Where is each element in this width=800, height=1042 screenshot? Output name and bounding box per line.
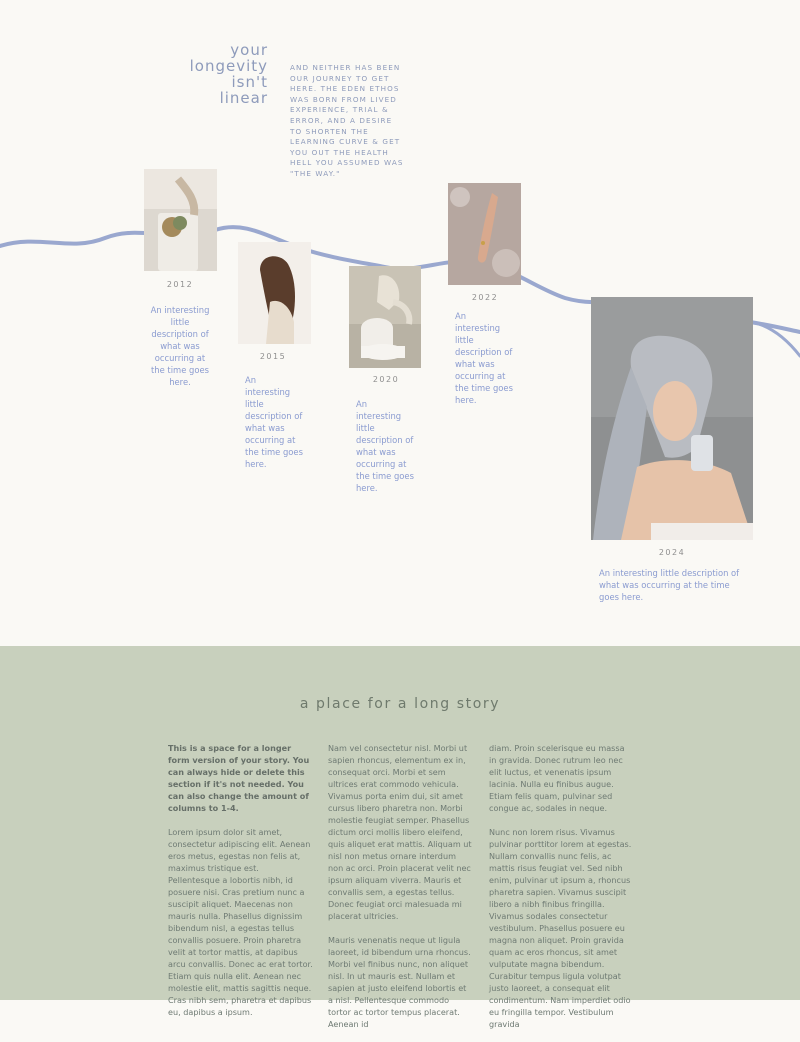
timeline-photo-2012 [144, 169, 217, 271]
timeline-year: 2012 [166, 280, 194, 289]
story-paragraph: diam. Proin scelerisque eu massa in gravida. Donec rutrum leo nec elit luctus, et venenatis ipsum lacinia. Nulla eu finibus augue. Etiam felis quam, pulvinar sed congue ac, sodales in neque. [489, 743, 625, 813]
story-paragraph: Nunc non lorem risus. Vivamus pulvinar porttitor lorem at egestas. Nullam convallis nunc felis, ac mattis risus feugiat vel. Sed nibh enim, pulvinar ut ipsum a, rhoncus pharetra sapien. Vivamus suscipit libero a nibh finibus fringilla. Vivamus sodales consectetur vestibulum. Phasellus posuere eu magna non aliquet. Proin gravida quam ac eros rhoncus, sit amet vulputate magna bibendum. Curabitur tempus ligula volutpat justo laoreet, a consequat elit condimentum. Nam imperdiet odio eu fringilla tempor. Vestibulum gravida [489, 827, 632, 1029]
title-line: your [230, 41, 268, 59]
timeline-description: An interesting little description of what was occurring at the time goes here. [245, 375, 303, 469]
timeline-year: 2022 [471, 293, 499, 302]
timeline-photo-2020 [349, 266, 421, 368]
singing-bowls-image [349, 266, 421, 368]
long-story-section [0, 646, 800, 1029]
title-line: linear [219, 89, 268, 107]
story-paragraph: Mauris venenatis neque ut ligula laoreet, id bibendum urna rhoncus. Morbi vel finibus nunc, non aliquet nisl. In ut mauris est. Nullam et sapien at justo eleifend lobortis et a nisl. Pellentesque commodo tortor ac tortor tempus placerat. Aenean id [328, 935, 471, 1029]
story-column-3 [489, 742, 634, 1042]
story-paragraph: Nam vel consectetur nisl. Morbi ut sapien rhoncus, elementum ex in, consequat orci. Morbi et sem ultrices erat commodo vehicula. Vivamus porta enim dui, sit amet cursus libero pharetra non. Morbi molestie feugiat semper. Phasellus dictum orci mollis libero eleifend, quis aliquet erat mattis. Aliquam ut nisl non metus ornare interdum non ac orci. Proin placerat velit nec ipsum aliquam viverra. Mauris et convallis sem, a egestas tellus. Donec feugiat orci malesuada mi placerat ultricies. [328, 743, 472, 921]
bath-hand-image [448, 183, 521, 285]
timeline-photo-2022 [448, 183, 521, 285]
timeline-description: An interesting little description of what was occurring at the time goes here. [356, 399, 414, 493]
story-title: a place for a long story [299, 696, 501, 712]
woman-hair-image [238, 242, 311, 344]
story-column-1 [168, 742, 313, 1030]
timeline-year: 2015 [259, 352, 287, 361]
flowers-bag-image [144, 169, 217, 271]
timeline-photo-2024 [591, 297, 753, 540]
story-paragraph: Lorem ipsum dolor sit amet, consectetur adipiscing elit. Aenean eros metus, egestas non felis at, maximus tristique est. Pellentesque a lobortis nibh, id posuere nisi. Cras pretium nunc a suscipit aliquet. Maecenas non mauris nulla. Phasellus dignissim bibendum nisl, a egestas tellus convallis posuere. Proin pharetra velit at tortor mattis, at dapibus arcu convallis. Donec ac erat tortor. Etiam quis nulla elit. Aenean nec molestie elit, mattis sagittis neque. Cras nibh sem, pharetra et dapibus eu, dapibus a ipsum. [168, 827, 313, 1017]
timeline-description: An interesting little description of what was occurring at the time goes here. [150, 305, 210, 387]
timeline-year: 2024 [658, 548, 686, 557]
towel-woman-image [591, 297, 753, 540]
title-line: isn't [231, 73, 268, 91]
timeline-year: 2020 [372, 375, 400, 384]
story-column-2 [328, 742, 473, 1042]
intro-text: AND NEITHER HAS BEEN OUR JOURNEY TO GET HERE. THE EDEN ETHOS WAS BORN FROM LIVED EXPERIENCE, TRIAL & ERROR, AND A DESIRE TO SHORTEN THE LEARNING CURVE & GET YOU OUT THE HEALTH HELL YOU ASSUMED WAS "THE WAY." [290, 63, 404, 178]
timeline-description: An interesting little description of what was occurring at the time goes here. [599, 568, 740, 602]
timeline-description: An interesting little description of what was occurring at the time goes here. [455, 311, 513, 405]
title-line: longevity [189, 57, 268, 75]
timeline-photo-2015 [238, 242, 311, 344]
story-lead-text: This is a space for a longer form version of your story. You can always hide or delete this section if it's not needed. You can also change the amount of columns to 1-4. [168, 743, 310, 813]
